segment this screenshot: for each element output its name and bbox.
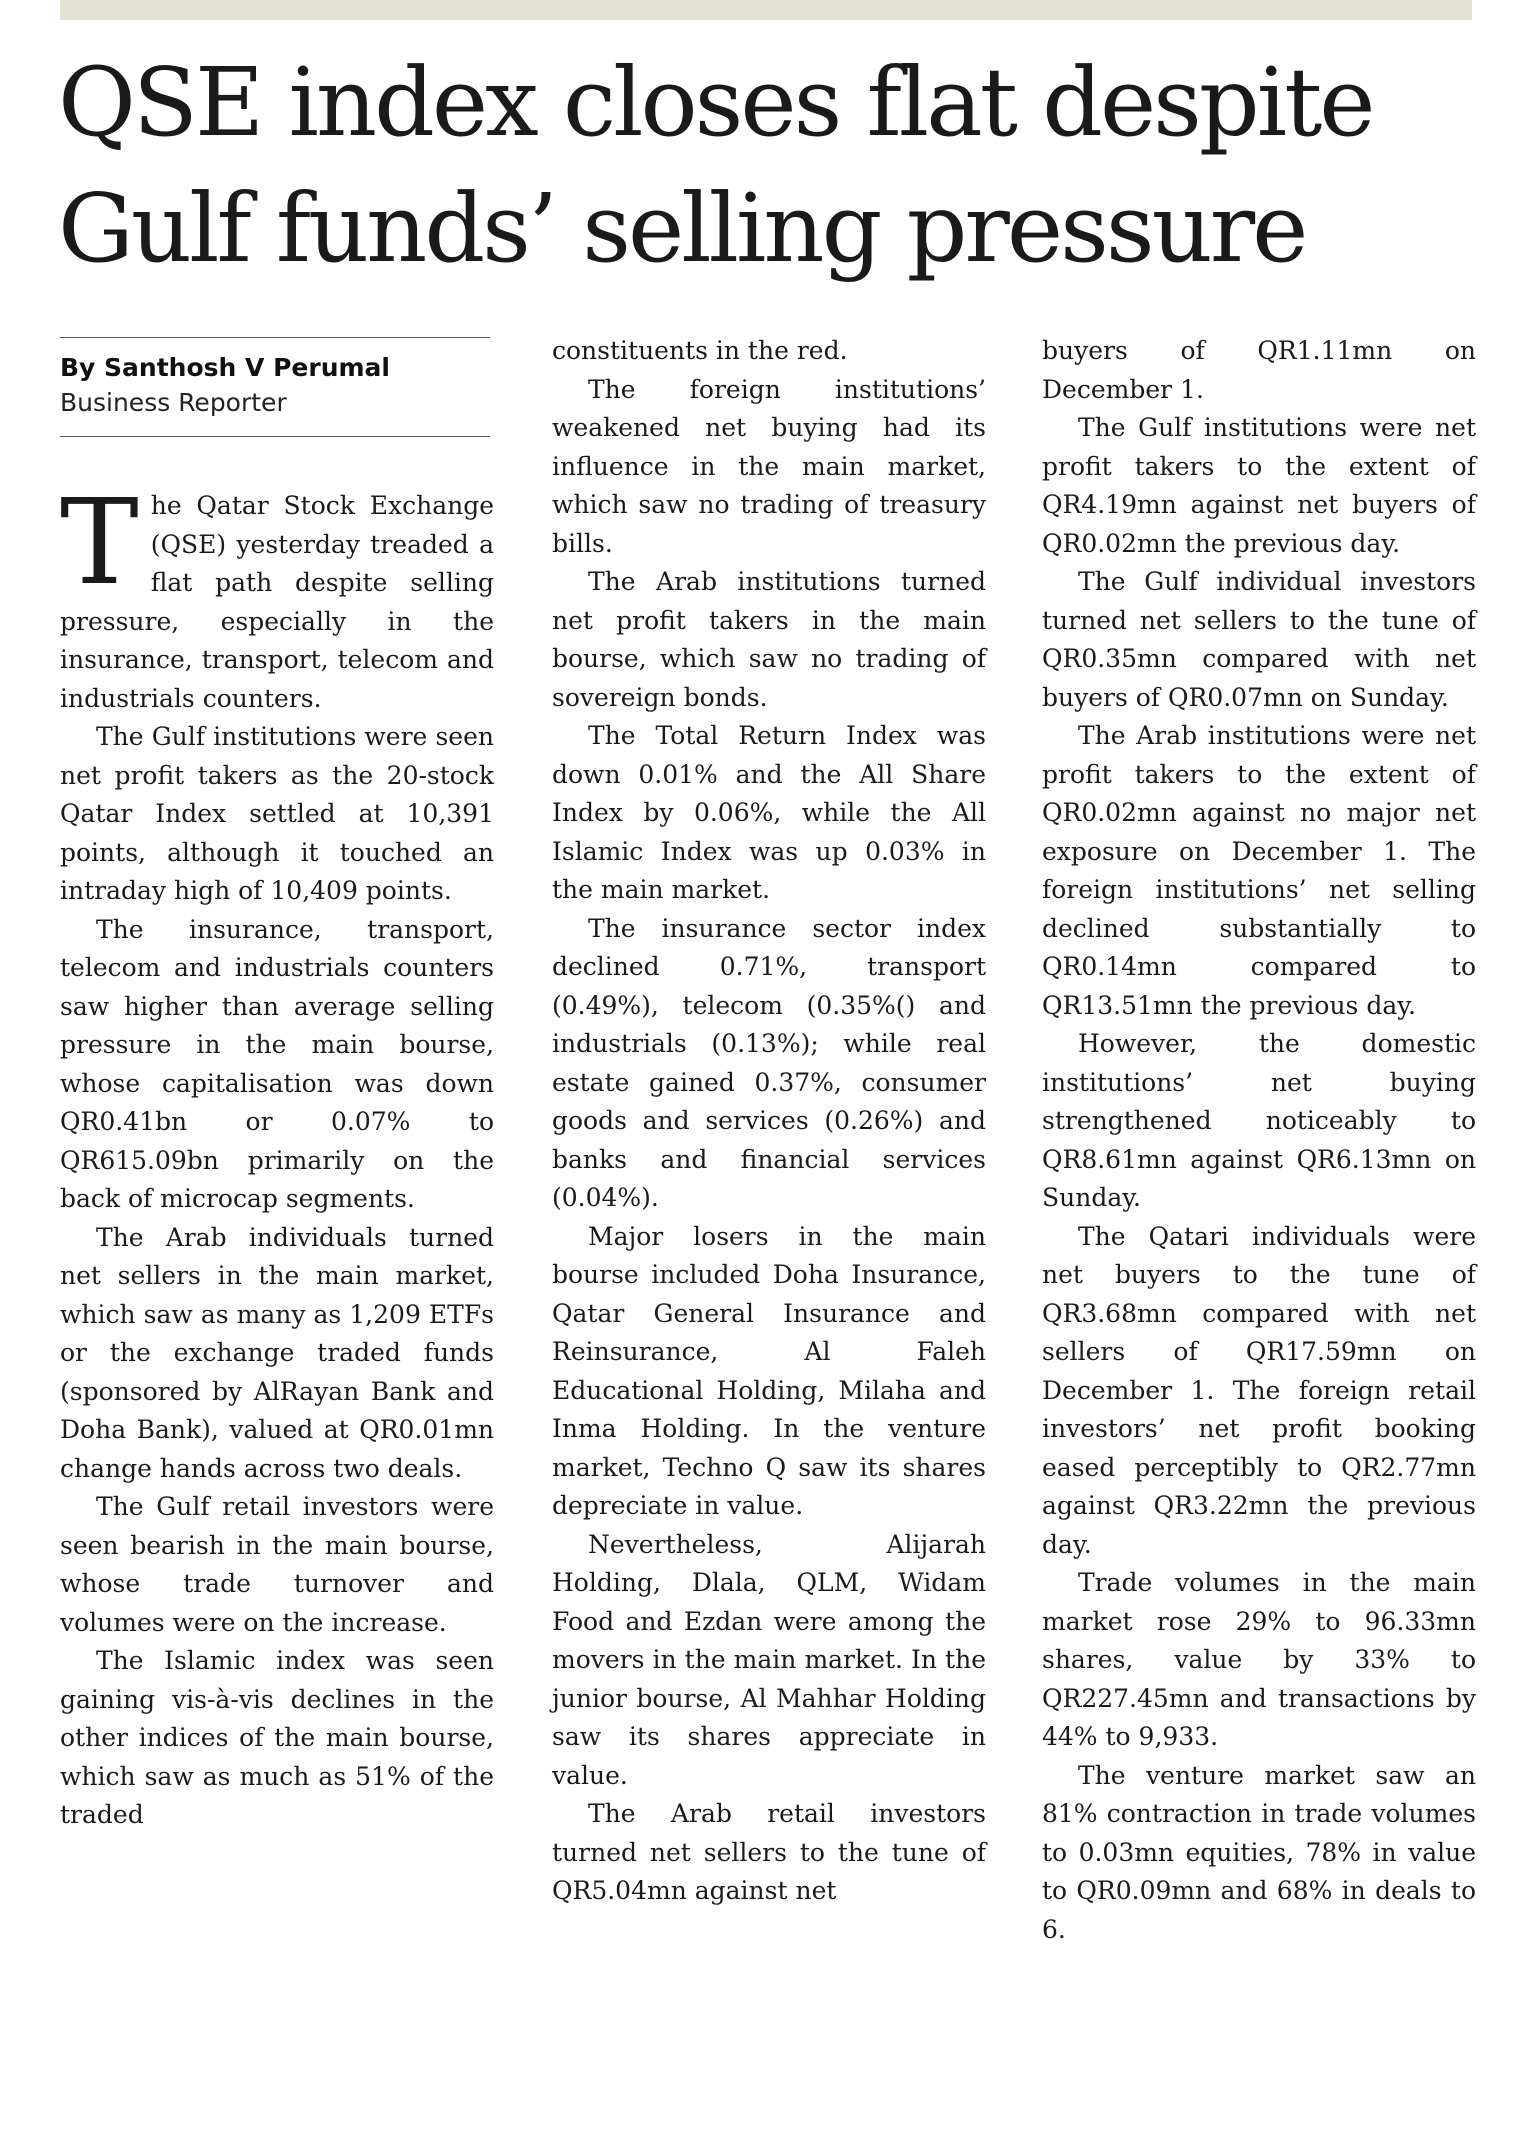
article-column-3 — [1042, 332, 1476, 1949]
headline: QSE index closes flat despite Gulf funds’ selling pressure — [58, 48, 1373, 284]
article-paragraph: Major losers in the main bourse included Doha Insurance, Qatar General Insurance and Reinsurance, Al Faleh Educational Holding, Milaha and Inma Holding. In the venture market, Techno Q saw its shares depreciate in value. — [552, 1221, 986, 1520]
article-paragraph: The venture market saw an 81% contraction in trade volumes to 0.03mn equities, 78% in value to QR0.09mn and 68% in deals to 6. — [1042, 1760, 1476, 1944]
article-paragraph: The Gulf retail investors were seen bearish in the main bourse, whose trade turnover and volumes were on the increase. — [60, 1492, 494, 1637]
top-color-bar — [60, 0, 1472, 20]
article-paragraph: The Gulf individual investors turned net sellers to the tune of QR0.35mn compared with net buyers of QR0.07mn on Sunday. — [1042, 567, 1476, 712]
article-paragraph: Nevertheless, Alijarah Holding, Dlala, QLM, Widam Food and Ezdan were among the movers in the main market. In the junior bourse, Al Mahhar Holding saw its shares appreciate in value. — [552, 1529, 986, 1790]
article-paragraph-continued: buyers of QR1.11mn on December 1. — [1042, 336, 1476, 404]
article-paragraph: The insurance, transport, telecom and industrials counters saw higher than average selling pressure in the main bourse, whose capitalisation was down QR0.41bn or 0.07% to QR615.09bn primarily on the back of microcap segments. — [60, 914, 494, 1213]
article-paragraph: The insurance sector index declined 0.71%, transport (0.49%), telecom (0.35%() and industrials (0.13%); while real estate gained 0.37%, consumer goods and services (0.26%) and banks and financial services (0.04%). — [552, 913, 986, 1212]
article-paragraph: The Arab institutions turned net profit takers in the main bourse, which saw no trading of sovereign bonds. — [552, 567, 986, 712]
lead-paragraph-text: he Qatar Stock Exchange (QSE) yesterday treaded a flat path despite selling pressure, especially in the insurance, transport, telecom and industrials counters. — [60, 491, 494, 713]
byline-role: Business Reporter — [60, 388, 287, 417]
article-paragraph: Trade volumes in the main market rose 29% to 96.33mn shares, value by 33% to QR227.45mn and transactions by 44% to 9,933. — [1042, 1568, 1476, 1751]
article-paragraph: However, the domestic institutions’ net buying strengthened noticeably to QR8.61mn against QR6.13mn on Sunday. — [1042, 1029, 1476, 1212]
article-column-1 — [60, 473, 494, 1835]
article-paragraph: The Qatari individuals were net buyers to the tune of QR3.68mn compared with net sellers of QR17.59mn on December 1. The foreign retail investors’ net profit booking eased perceptibly to QR2.77mn against QR3.22mn the previous day. — [1042, 1221, 1476, 1559]
article-paragraph: The Arab retail investors turned net sellers to the tune of QR5.04mn against net — [552, 1799, 986, 1905]
byline-author: By Santhosh V Perumal — [60, 353, 390, 382]
article-paragraph: The Gulf institutions were seen net profit takers as the 20-stock Qatar Index settled at 10,391 points, although it touched an intraday high of 10,409 points. — [60, 722, 494, 905]
byline — [60, 337, 490, 437]
article-paragraph-continued: constituents in the red. — [552, 336, 848, 365]
article-paragraph: The Total Return Index was down 0.01% and the All Share Index by 0.06%, while the All Islamic Index was up 0.03% in the main market. — [552, 721, 986, 904]
article-paragraph: The foreign institutions’ weakened net buying had its influence in the main market, which saw no trading of treasury bills. — [552, 374, 986, 558]
lead-paragraph — [60, 473, 494, 718]
article-paragraph: The Islamic index was seen gaining vis-à-vis declines in the other indices of the main bourse, which saw as much as 51% of the traded — [60, 1646, 494, 1829]
drop-cap: T — [60, 473, 139, 611]
article-paragraph: The Arab institutions were net profit takers to the extent of QR0.02mn against no major net exposure on December 1. The foreign institutions’ net selling declined substantially to QR0.14mn compared to QR13.51mn the previous day. — [1042, 721, 1476, 1020]
article-paragraph: The Arab individuals turned net sellers in the main market, which saw as many as 1,209 ETFs or the exchange traded funds (sponsored by AlRayan Bank and Doha Bank), valued at QR0.01mn change hands across two deals. — [60, 1222, 494, 1483]
article-paragraph: The Gulf institutions were net profit takers to the extent of QR4.19mn against net buyers of QR0.02mn the previous day. — [1042, 413, 1476, 558]
article-column-2 — [552, 332, 986, 1911]
